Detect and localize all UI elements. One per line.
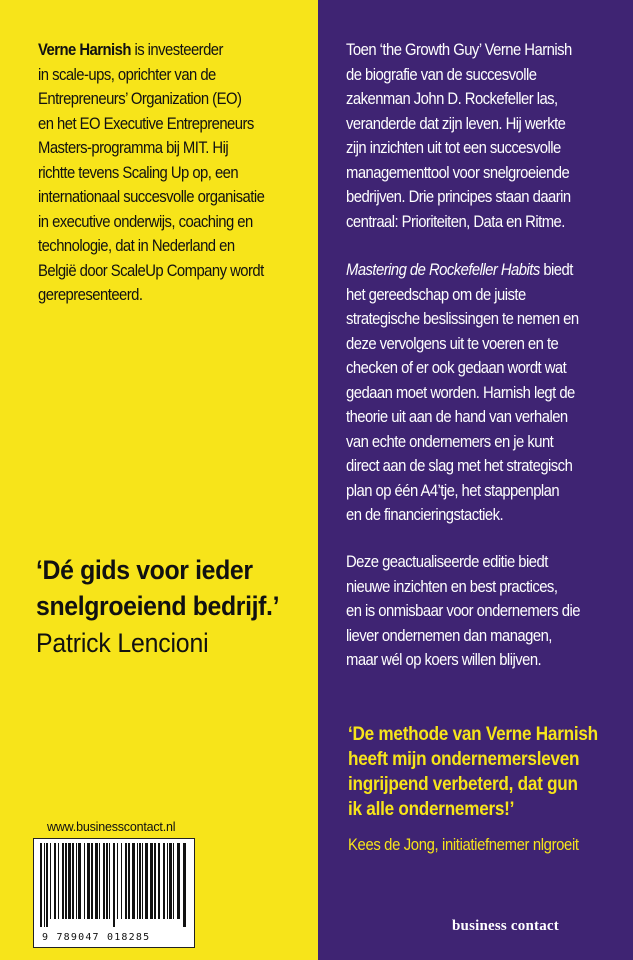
- barcode-bar: [109, 843, 110, 919]
- quote-line: ik alle ondernemers!’: [348, 798, 515, 820]
- bio-line: Entrepreneurs’ Organization (EO): [38, 90, 242, 108]
- barcode-bar: [177, 843, 180, 919]
- quote-line: ‘De methode van Verne Harnish: [348, 723, 598, 745]
- isbn-barcode: [33, 838, 195, 948]
- barcode-bar: [68, 843, 71, 919]
- barcode-bar: [154, 843, 156, 919]
- bio-line: in executive onderwijs, coaching en: [38, 212, 253, 231]
- text-line: het gereedschap om de juiste: [346, 285, 526, 304]
- barcode-bar: [125, 843, 127, 919]
- dejong-quote: [348, 722, 621, 822]
- barcode-bar: [158, 843, 160, 919]
- text-line: Deze geactualiseerde editie biedt: [346, 553, 548, 571]
- text-line: zijn inzichten uit tot een succesvolle: [346, 139, 561, 157]
- author-bio: [38, 38, 290, 308]
- text-line: strategische beslissingen te nemen en: [346, 310, 579, 328]
- text-line: checken of er ook gedaan wordt wat: [346, 359, 567, 377]
- barcode-bar: [50, 843, 51, 919]
- quote-author: Patrick Lencioni: [36, 628, 209, 658]
- barcode-bar: [142, 843, 143, 919]
- barcode-bar: [58, 843, 59, 919]
- barcode-bar: [95, 843, 98, 919]
- text-line: en is onmisbaar voor ondernemers die: [346, 602, 580, 620]
- text-line: deze vervolgens uit te voeren en te: [346, 334, 559, 353]
- barcode-bar: [87, 843, 90, 919]
- author-name: Verne Harnish: [38, 41, 131, 59]
- quote-line: snelgroeiend bedrijf.’: [36, 591, 280, 621]
- barcode-bar: [84, 843, 85, 919]
- text-line: plan op één A4’tje, het stappenplan: [346, 481, 560, 500]
- text-line: centraal: Prioriteiten, Data en Ritme.: [346, 212, 565, 231]
- bio-line: is investeerder: [130, 41, 223, 59]
- right-panel: [318, 0, 633, 960]
- text-line: nieuwe inzichten en best practices,: [346, 577, 558, 596]
- text-line: veranderde dat zijn leven. Hij werkte: [346, 114, 566, 133]
- text-line: bedrijven. Drie principes staan daarin: [346, 188, 571, 206]
- barcode-bar: [183, 843, 186, 927]
- text-line: en de financieringstactiek.: [346, 506, 504, 524]
- text-line: managementtool voor snelgroeiende: [346, 163, 570, 182]
- barcode-bars: [38, 843, 190, 927]
- barcode-bar: [72, 843, 74, 919]
- text-line: van echte ondernemers en je kunt: [346, 432, 554, 451]
- quote-author: Kees de Jong, initiatiefnemer nlgroeit: [348, 836, 579, 854]
- barcode-number: 9 789047 018285: [42, 932, 151, 943]
- quote-line: ingrijpend verbeterd, dat gun: [348, 773, 578, 795]
- barcode-bar: [150, 843, 153, 919]
- text-line: theorie uit aan de hand van verhalen: [346, 408, 568, 426]
- barcode-bar: [128, 843, 130, 919]
- publisher-logo: business contact: [452, 918, 559, 934]
- barcode-bar: [65, 843, 67, 919]
- text-line: direct aan de slag met het strategisch: [346, 457, 573, 475]
- bio-line: internationaal succesvolle organisatie: [38, 188, 265, 206]
- barcode-bar: [167, 843, 168, 919]
- barcode-bar: [106, 843, 108, 919]
- barcode-bar: [54, 843, 56, 919]
- description-paragraph-3: [346, 550, 607, 673]
- description-paragraph-1: [346, 38, 607, 234]
- text-line: maar wél op koers willen blijven.: [346, 651, 542, 669]
- barcode-bar: [44, 843, 45, 927]
- barcode-bar: [113, 843, 115, 927]
- barcode-bar: [91, 843, 93, 919]
- text-line: de biografie van de succesvolle: [346, 65, 537, 84]
- barcode-bar: [117, 843, 118, 919]
- barcode-bar: [169, 843, 172, 919]
- barcode-bar: [62, 843, 64, 919]
- barcode-bar: [99, 843, 100, 919]
- text-line: Toen ‘the Growth Guy’ Verne Harnish: [346, 41, 572, 59]
- bio-line: Masters-programma bij MIT. Hij: [38, 139, 229, 157]
- bio-line: gerepresenteerd.: [38, 286, 143, 304]
- bio-line: richtte tevens Scaling Up op, een: [38, 163, 239, 182]
- barcode-bar: [132, 843, 135, 919]
- text-line: biedt: [539, 261, 573, 279]
- barcode-bar: [76, 843, 77, 919]
- barcode-bar: [46, 843, 48, 927]
- quote-line: heeft mijn ondernemersleven: [348, 748, 580, 770]
- text-line: zakenman John D. Rockefeller las,: [346, 90, 558, 108]
- description-paragraph-2: [346, 258, 607, 528]
- bio-line: technologie, dat in Nederland en: [38, 237, 235, 255]
- bio-line: België door ScaleUp Company wordt: [38, 261, 264, 280]
- text-line: gedaan moet worden. Harnish legt de: [346, 383, 575, 402]
- barcode-bar: [121, 843, 122, 919]
- text-line: liever ondernemen dan managen,: [346, 626, 552, 645]
- bio-line: in scale-ups, oprichter van de: [38, 65, 216, 84]
- barcode-bar: [40, 843, 42, 927]
- barcode-bar: [163, 843, 165, 919]
- barcode-bar: [137, 843, 138, 919]
- barcode-bar: [103, 843, 105, 919]
- barcode-bar: [173, 843, 174, 919]
- bio-line: en het EO Executive Entrepreneurs: [38, 114, 254, 133]
- barcode-bar: [139, 843, 141, 919]
- quote-line: ‘Dé gids voor ieder: [36, 555, 253, 585]
- barcode-bar: [78, 843, 81, 919]
- publisher-url: www.businesscontact.nl: [47, 820, 176, 834]
- lencioni-quote: [36, 552, 312, 624]
- book-title: Mastering de Rockefeller Habits: [346, 261, 540, 279]
- barcode-bar: [145, 843, 148, 919]
